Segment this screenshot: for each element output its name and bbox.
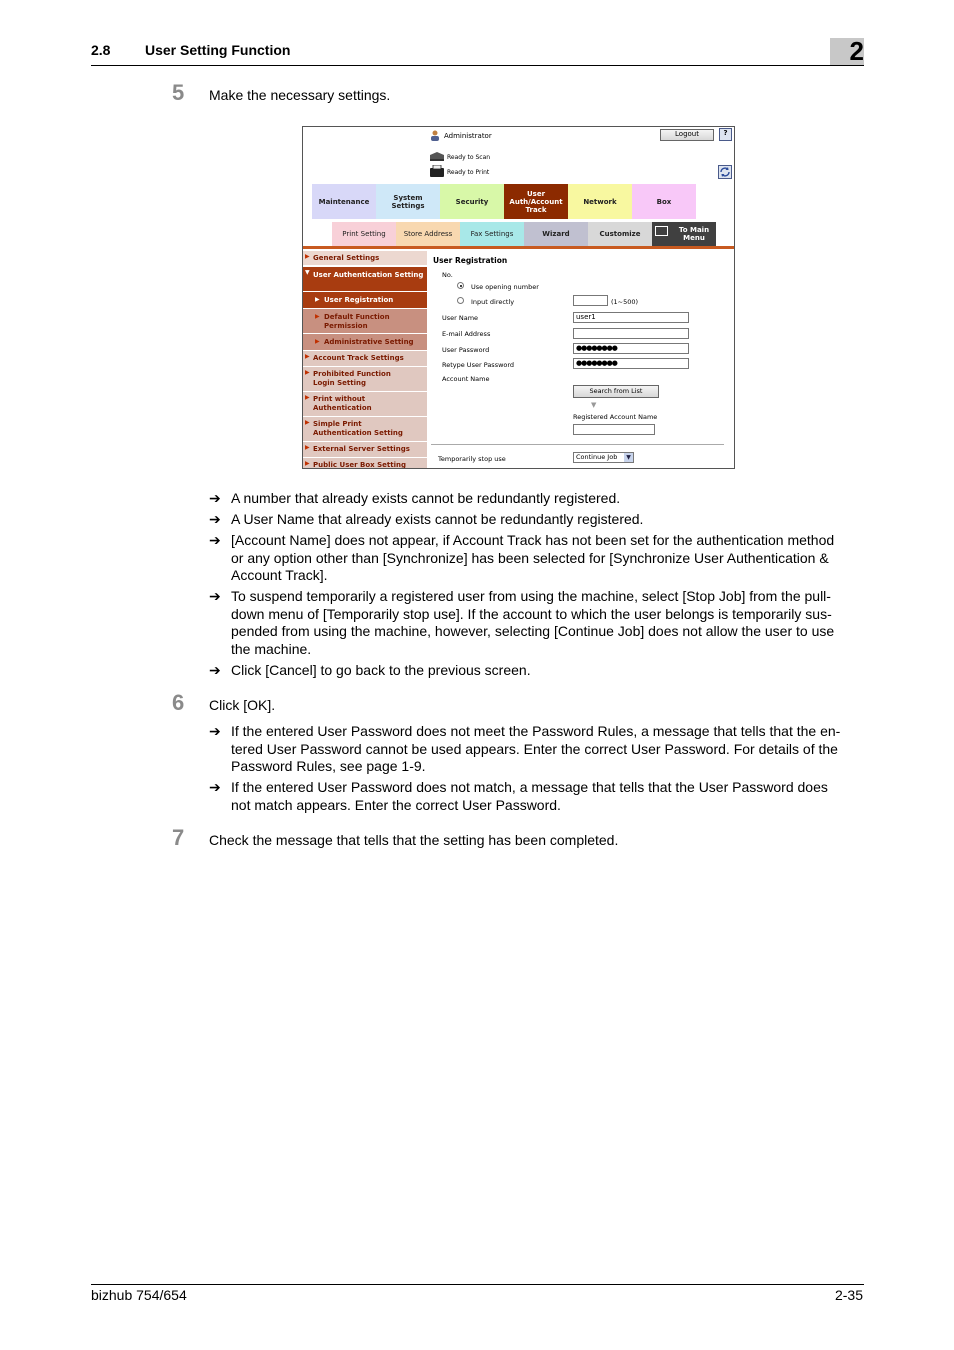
- note-line: pended from using the machine, however, selecting [Continue Job] does not allow the user to use: [231, 623, 835, 639]
- sidebar-item-account-track-settings[interactable]: [303, 351, 427, 366]
- sidebar-label: Account Track Settings: [313, 354, 404, 362]
- step-number: 6: [172, 690, 185, 715]
- note-line: If the entered User Password does not match, a message that tells that the User Password does: [231, 779, 828, 795]
- sidebar-item-user-registration[interactable]: [303, 292, 427, 308]
- tab-maintenance[interactable]: Maintenance: [312, 184, 376, 219]
- sidebar-item-user-auth-setting[interactable]: [303, 267, 427, 291]
- sidebar-item-administrative-setting[interactable]: [303, 334, 427, 350]
- sidebar-label: Prohibited Function Login Setting: [313, 370, 391, 387]
- tab-network[interactable]: Network: [568, 184, 632, 219]
- logout-button[interactable]: Logout: [660, 129, 714, 141]
- sidebar-item-external-server[interactable]: [303, 442, 427, 457]
- sidebar-item-default-function-permission[interactable]: [303, 309, 427, 333]
- note-item: [209, 511, 869, 532]
- sidebar-item-simple-print-auth[interactable]: [303, 417, 427, 441]
- step-text: Check the message that tells that the setting has been completed.: [209, 832, 619, 848]
- sidebar-label: External Server Settings: [313, 445, 410, 453]
- chevron-down-icon: ▼: [624, 453, 633, 462]
- arrow-bullet-icon: ➔: [209, 723, 221, 739]
- sidebar-label: Default Function Permission: [324, 313, 390, 330]
- note-item: [209, 723, 869, 779]
- arrow-down-icon: ▼: [305, 269, 310, 276]
- section-number: 2.8: [91, 42, 111, 58]
- email-label: E-mail Address: [442, 330, 491, 338]
- sidebar-item-prohibited-function[interactable]: [303, 367, 427, 391]
- arrow-bullet-icon: ➔: [209, 588, 221, 604]
- number-range: (1~500): [611, 298, 639, 306]
- form-divider: [431, 444, 724, 445]
- main-menu-button[interactable]: [652, 222, 716, 246]
- user-name-input[interactable]: user1: [573, 312, 689, 323]
- temporarily-stop-label: Temporarily stop use: [438, 455, 506, 463]
- password-input[interactable]: ●●●●●●●●: [573, 343, 689, 354]
- step-text: Make the necessary settings.: [209, 87, 391, 103]
- arrow-right-icon: ▶: [305, 460, 310, 467]
- tab-box[interactable]: Box: [632, 184, 696, 219]
- registered-account-label: Registered Account Name: [573, 413, 658, 421]
- note-line: A number that already exists cannot be redundantly registered.: [231, 490, 621, 506]
- arrow-bullet-icon: ➔: [209, 662, 221, 678]
- user-name-label: User Name: [442, 314, 479, 322]
- note-item: [209, 662, 869, 683]
- main-menu-icon: [655, 226, 668, 236]
- search-from-list-button[interactable]: Search from List: [573, 385, 659, 398]
- tab-fax-settings[interactable]: Fax Settings: [460, 222, 524, 246]
- arrow-bullet-icon: ➔: [209, 532, 221, 548]
- note-item: [209, 490, 869, 511]
- no-label: No.: [442, 271, 453, 279]
- note-item: [209, 588, 869, 662]
- administrator-icon: [429, 130, 441, 141]
- sidebar-item-public-user-box[interactable]: [303, 458, 427, 469]
- sidebar-label: User Registration: [324, 296, 394, 304]
- arrow-right-icon: ▶: [305, 253, 310, 260]
- temporarily-stop-select[interactable]: [573, 452, 634, 463]
- note-line: or any option other than [Synchronize] has been selected for [Synchronize User Authentication &: [231, 549, 829, 566]
- down-arrow-icon: ▼: [591, 401, 597, 409]
- arrow-right-icon: ▶: [305, 353, 310, 360]
- radio-opening-label: Use opening number: [471, 283, 539, 291]
- footer-page-number: 2-35: [834, 1287, 863, 1303]
- header-rule: [91, 65, 864, 66]
- form-title: User Registration: [433, 256, 508, 265]
- note-line: If the entered User Password does not meet the Password Rules, a message that tells that the en-: [231, 723, 841, 739]
- tab-system-settings[interactable]: System Settings: [376, 184, 440, 219]
- scanner-icon: [429, 151, 445, 161]
- tab-store-address[interactable]: Store Address: [396, 222, 460, 246]
- note-line: [Account Name] does not appear, if Account Track has not been set for the authentication method: [231, 532, 835, 548]
- note-line: Click [Cancel] to go back to the previous screen.: [231, 662, 531, 678]
- web-ui-screenshot: [302, 126, 735, 469]
- note-line: the machine.: [231, 640, 312, 657]
- step-number: 7: [172, 825, 185, 850]
- note-line: To suspend temporarily a registered user from using the machine, select [Stop Job] from the pull-: [231, 588, 831, 604]
- radio-direct-label: Input directly: [471, 298, 515, 306]
- note-item: [209, 532, 869, 588]
- sidebar-item-general-settings[interactable]: [303, 251, 427, 265]
- arrow-right-icon: ▶: [305, 419, 310, 426]
- sidebar-label: Print without Authentication: [313, 395, 372, 412]
- retype-password-label: Retype User Password: [442, 361, 515, 369]
- arrow-right-icon: ▶: [305, 444, 310, 451]
- sidebar-label: Public User Box Setting: [313, 461, 406, 469]
- arrow-right-icon: ▶: [315, 338, 320, 345]
- account-name-label: Account Name: [442, 375, 490, 383]
- note-line: tered User Password cannot be used appears. Enter the correct User Password. For details of the: [231, 740, 838, 757]
- step5-notes: [209, 490, 869, 683]
- arrow-bullet-icon: ➔: [209, 490, 221, 506]
- status-scan: Ready to Scan: [447, 154, 491, 161]
- password-label: User Password: [442, 346, 490, 354]
- arrow-right-icon: ▶: [305, 369, 310, 376]
- radio-opening-number[interactable]: [457, 282, 464, 289]
- footer-rule: [91, 1284, 864, 1285]
- step-number: 5: [172, 80, 185, 105]
- section-title: User Setting Function: [145, 42, 291, 58]
- sidebar-label: General Settings: [313, 254, 380, 262]
- nav-divider: [303, 246, 734, 249]
- registered-account-input[interactable]: [573, 424, 655, 435]
- sidebar-item-print-without-auth[interactable]: [303, 392, 427, 416]
- tab-wizard[interactable]: Wizard: [524, 222, 588, 246]
- select-value: Continue Job: [576, 453, 618, 461]
- note-line: A User Name that already exists cannot be redundantly registered.: [231, 511, 644, 527]
- arrow-right-icon: ▶: [315, 313, 320, 320]
- arrow-bullet-icon: ➔: [209, 511, 221, 527]
- note-line: down menu of [Temporarily stop use]. If the account to which the user belongs is temporarily sus-: [231, 605, 832, 622]
- tab-customize[interactable]: Customize: [588, 222, 652, 246]
- tab-print-setting[interactable]: Print Setting: [332, 222, 396, 246]
- help-button[interactable]: ?: [719, 128, 732, 141]
- note-line: not match appears. Enter the correct User Password.: [231, 796, 561, 813]
- main-menu-label: To Main Menu: [678, 226, 710, 242]
- step-text: Click [OK].: [209, 697, 276, 713]
- retype-password-input[interactable]: ●●●●●●●●: [573, 358, 689, 369]
- note-line: Account Track].: [231, 567, 328, 583]
- arrow-bullet-icon: ➔: [209, 779, 221, 795]
- note-line: Password Rules, see page 1-9.: [231, 758, 426, 774]
- refresh-icon[interactable]: [718, 165, 732, 179]
- printer-icon: [429, 165, 445, 178]
- step6-notes: [209, 723, 869, 817]
- admin-label: Administrator: [444, 132, 492, 140]
- sidebar-label: Simple Print Authentication Setting: [313, 420, 403, 437]
- status-print: Ready to Print: [447, 169, 490, 176]
- arrow-right-icon: ▶: [315, 296, 320, 303]
- chapter-number: 2: [849, 36, 864, 66]
- tab-user-auth-account-track[interactable]: User Auth/Account Track: [504, 184, 568, 219]
- sidebar-label: Administrative Setting: [324, 338, 414, 346]
- number-input[interactable]: [573, 295, 608, 306]
- tab-security[interactable]: Security: [440, 184, 504, 219]
- footer-model: bizhub 754/654: [91, 1287, 187, 1303]
- email-input[interactable]: [573, 328, 689, 339]
- sidebar-label: User Authentication Setting: [313, 271, 424, 279]
- radio-input-directly[interactable]: [457, 297, 464, 304]
- arrow-right-icon: ▶: [305, 394, 310, 401]
- note-item: [209, 779, 869, 817]
